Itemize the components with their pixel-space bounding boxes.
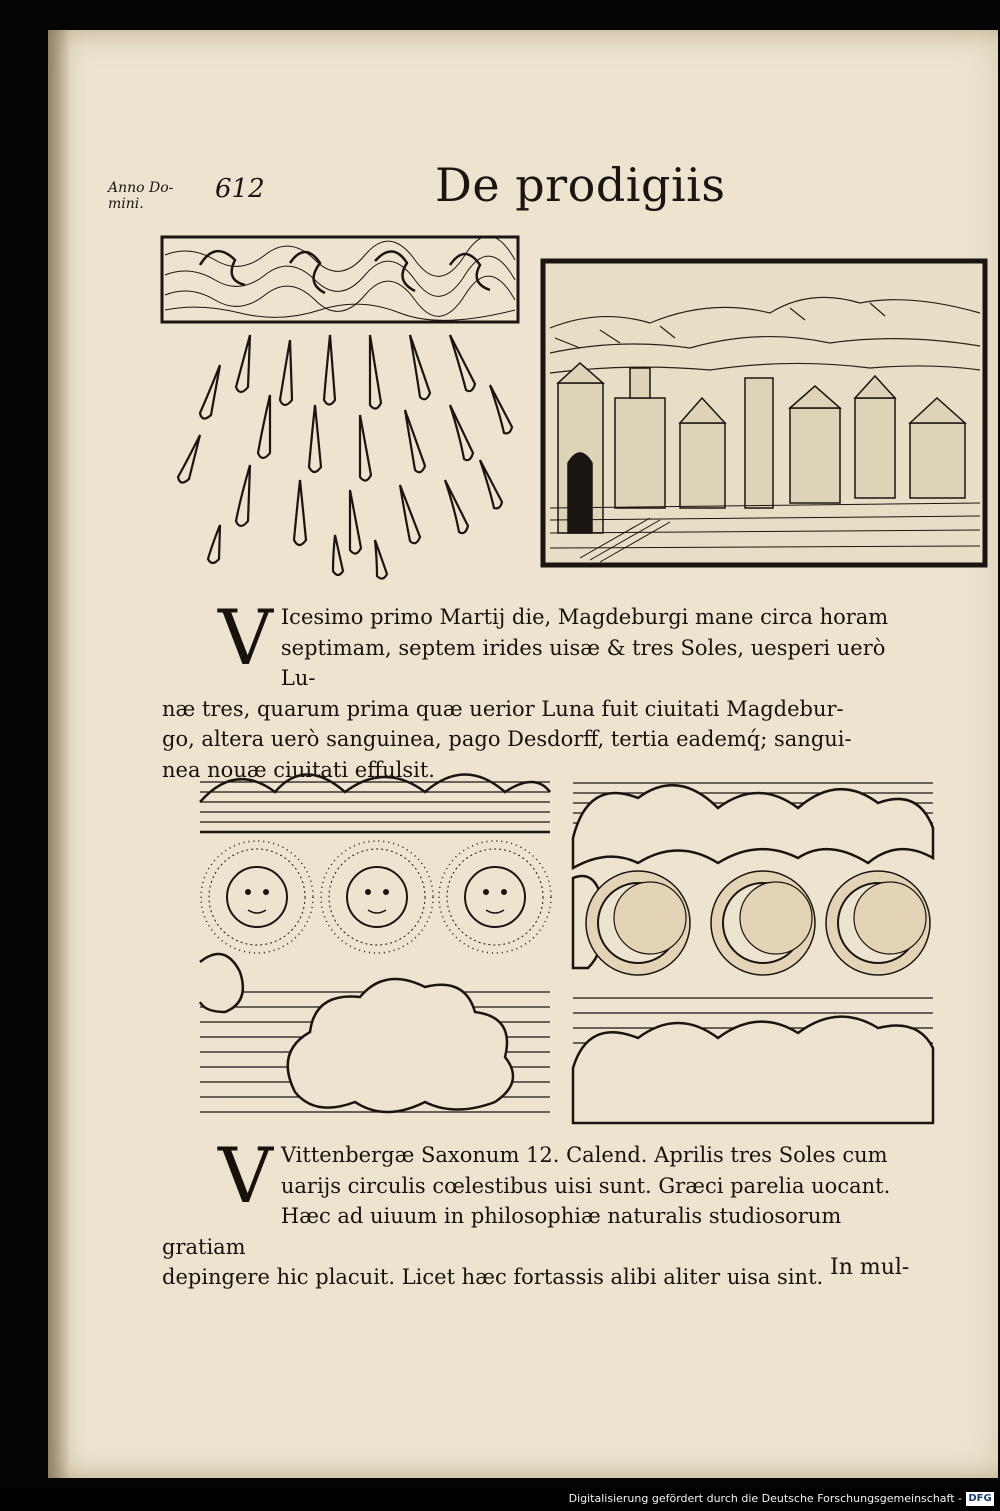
dfg-logo[interactable]: DFG	[966, 1492, 994, 1506]
status-bar	[0, 1488, 1000, 1511]
text-line: septimam, septem irides uisæ & tres Soles, uesperi uerò Lu-	[280, 635, 886, 690]
town-view-svg	[540, 258, 988, 568]
text-line: Vittenbergæ Saxonum 12. Calend. Aprilis tres Soles cum	[280, 1143, 888, 1167]
text-line: Hæc ad uiuum in philosophiæ naturalis studiosorum gratiam	[162, 1204, 842, 1259]
paragraph-wittenberg	[162, 1131, 920, 1293]
three-moons-svg	[568, 768, 938, 1130]
catchword: In mul-	[830, 1255, 910, 1280]
page-number: 612	[215, 174, 265, 204]
text-line: nea nouæ ciuitati effulsit.	[162, 757, 435, 782]
text-line: go, altera uerò sanguinea, pago Desdorff, tertia eademq́; sangui-	[162, 727, 852, 751]
margin-note-line: Anno Do-	[108, 180, 174, 196]
text-line: depingere hic placuit. Licet hæc fortassis alibi aliter uisa sint.	[162, 1265, 824, 1289]
three-suns-svg	[195, 762, 555, 1134]
blood-rain-svg	[160, 235, 520, 590]
text-line: uarijs circulis cœlestibus uisi sunt. Græci parelia uocant.	[280, 1173, 891, 1198]
funding-notice: Digitalisierung gefördert durch die Deutsche Forschungsgemeinschaft -	[568, 1492, 962, 1505]
drop-cap: V	[218, 593, 273, 682]
running-head: De prodigiis	[435, 158, 726, 212]
three-suns-woodcut	[195, 762, 555, 1134]
three-moons-woodcut	[568, 768, 938, 1130]
drop-cap: V	[218, 1131, 273, 1220]
margin-note	[108, 180, 173, 212]
gutter-shadow	[48, 30, 70, 1478]
blood-rain-woodcut	[160, 235, 520, 590]
text-line: næ tres, quarum prima quæ uerior Luna fuit ciuitati Magdebur-	[162, 696, 844, 721]
text-line: Icesimo primo Martij die, Magdeburgi mane circa horam	[280, 605, 889, 629]
town-view-woodcut	[540, 258, 988, 568]
margin-note-line: mini.	[108, 196, 144, 212]
paragraph-magdeburg	[162, 593, 920, 785]
